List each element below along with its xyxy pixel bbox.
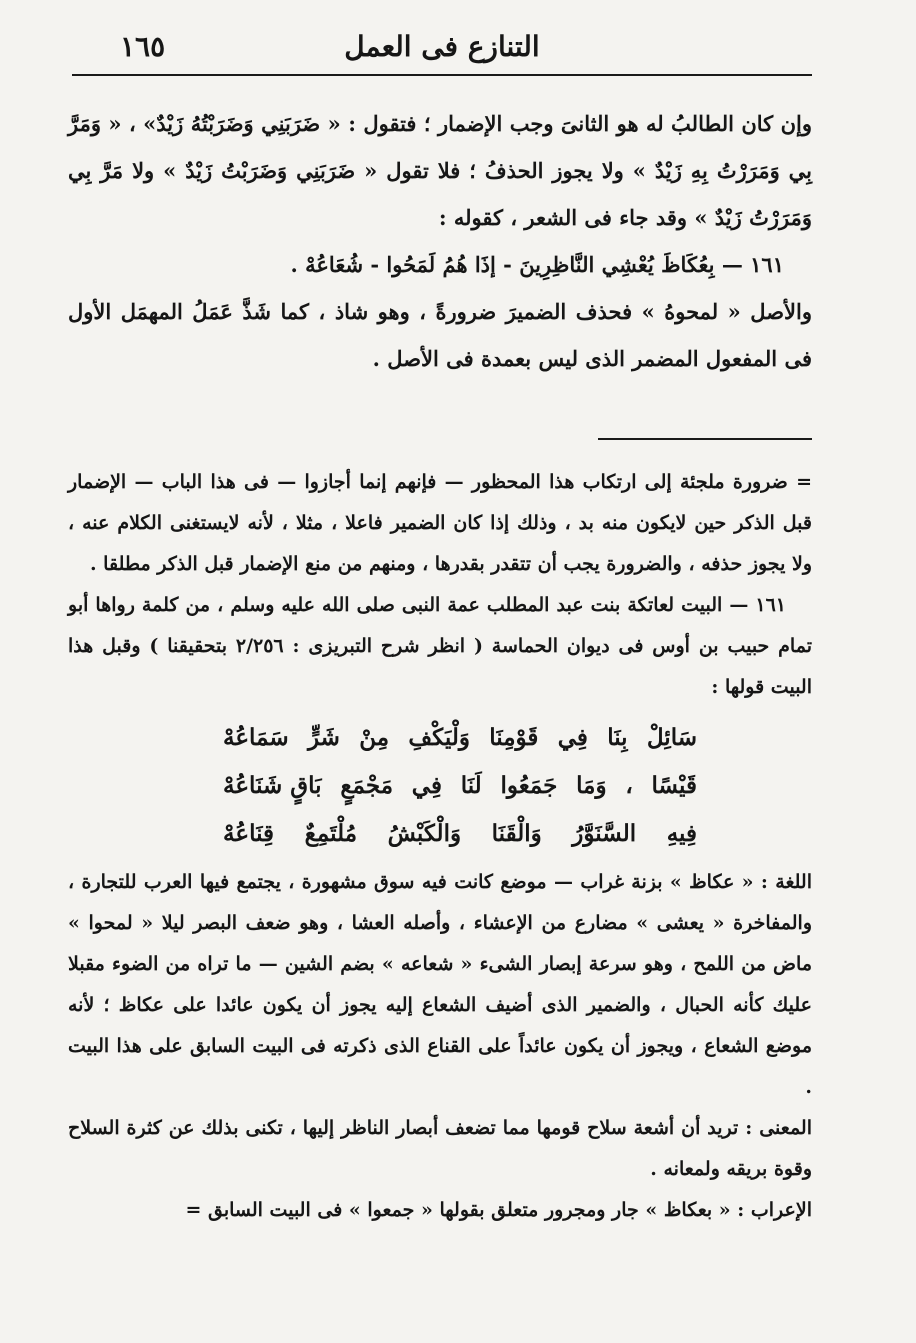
footnote-divider	[598, 438, 812, 440]
poem-word: قَوْمِنَا	[489, 724, 539, 751]
poem-word: مَجْمَعٍ	[340, 772, 394, 799]
poem-word: فِي	[557, 724, 588, 751]
footnote-lugha: اللغة : « عكاظ » بزنة غراب — موضع كانت فيه سوق مشهورة ، يجتمع فيها العرب للتجارة ، والمفاخرة « يعشى » مضارع من الإعشاء ، وأصله العشا ، وهو ضعف البصر ليلا « لمحوا » ماض من اللمح ، وهو سرعة إبصار الشىء « شعاعه » بضم الشين — ما تراه من الضوء مقبلا عليك كأنه الحبال ، والضمير الذى أضيف الشعاع إليه يجوز أن يكون عائدا على عكاظ ؛ لأنه موضع الشعاع ، ويجوز أن يكون عائداً على القناع الذى ذكرته فى البيت السابق على هذا البيت .	[68, 871, 812, 1098]
footnote-maana: المعنى : تريد أن أشعة سلاح قومها مما تضعف أبصار الناظر إليها ، تكنى بذلك عن كثرة السلاح وقوة بريقه ولمعانه .	[68, 1117, 812, 1180]
poem-word: بَاقٍ شَنَاعُهْ	[223, 772, 322, 799]
footnote-irab: الإعراب : « بعكاظ » جار ومجرور متعلق بقولها « جمعوا » فى البيت السابق =	[185, 1199, 812, 1221]
page-number: ١٦٥	[120, 30, 166, 63]
poem-word: فِي	[411, 772, 442, 799]
poem-line	[223, 810, 697, 858]
poem-line	[223, 714, 697, 762]
poem-word: بِنَا	[607, 724, 628, 751]
poem-word: قَيْسًا	[651, 772, 697, 799]
footnote-continuation: = ضرورة ملجئة إلى ارتكاب هذا المحظور — فإنهم إنما أجازوا — فى هذا الباب — الإضمار قبل الذكر حين لايكون منه بد ، وذلك إذا كان الضمير فاعلا ، مثلا ، لأنه لايستغنى الكلام عنه ، ولا يجوز حذفه ، والضرورة يجب أن تتقدر بقدرها ، ومنهم من منع الإضمار قبل الذكر مطلقا .	[68, 471, 812, 575]
poem-word: فِيهِ	[666, 820, 697, 847]
poem-word: وَالْكَبْشُ	[387, 820, 462, 847]
poem-word: قِنَاعُهْ	[223, 820, 275, 847]
verse-161: ١٦١ — بِعُكَاظَ يُعْشِي النَّاظِرِينَ - إذَا هُمُ لَمَحُوا - شُعَاعُهْ .	[290, 252, 784, 277]
poem-word: سَائِلْ	[646, 724, 697, 751]
running-title: التنازع فى العمل	[344, 30, 540, 63]
footnotes	[68, 462, 812, 1231]
poem-word: ،	[625, 772, 633, 799]
main-paragraph: وإن كان الطالبُ له هو الثانىَ وجب الإضمار ؛ فتقول : « ضَرَبَنِي وَضَرَبْتُهُ زَيْدٌ» ، « وَمَرَّ بِي وَمَرَرْتُ بِهِ زَيْدٌ » ولا يجوز الحذفُ ؛ فلا تقول « ضَرَبَنِي وَضَرَبْتُ زَيْدٌ » ولا مَرَّ بِي وَمَرَرْتُ زَيْدٌ » وقد جاء فى الشعر ، كقوله :	[68, 111, 812, 230]
footnote-161: ١٦١ — البيت لعاتكة بنت عبد المطلب عمة النبى صلى الله عليه وسلم ، من كلمة رواها أبو تمام حبيب بن أوس فى ديوان الحماسة ( انظر شرح التبريزى : ٢/٢٥٦ بتحقيقنا ) وقبل هذا البيت قولها :	[68, 594, 812, 698]
poem-word: مِنْ	[359, 724, 390, 751]
poem-word: وَمَا	[576, 772, 607, 799]
poem-line	[223, 762, 697, 810]
main-paragraph: والأصل « لمحوهُ » فحذف الضميرَ ضرورةً ، وهو شاذ ، كما شَذَّ عَمَلُ المهمَل الأول فى المفعول المضمر الذى ليس بعمدة فى الأصل .	[68, 299, 812, 371]
main-text	[68, 100, 812, 382]
poem-word: مُلْتَمِعٌ	[304, 820, 358, 847]
poem-word: السَّنَوَّرُ	[572, 820, 637, 847]
poem-word: وَلْيَكْفِ	[408, 724, 470, 751]
poem-word: وَالْقَنَا	[491, 820, 542, 847]
poem-word: جَمَعُوا	[500, 772, 558, 799]
poem-block	[68, 708, 812, 862]
poem-word: سَمَاعُهْ	[223, 724, 289, 751]
page-header	[72, 22, 812, 76]
poem-word: لَنَا	[460, 772, 482, 799]
poem-word: شَرٍّ	[307, 724, 340, 751]
